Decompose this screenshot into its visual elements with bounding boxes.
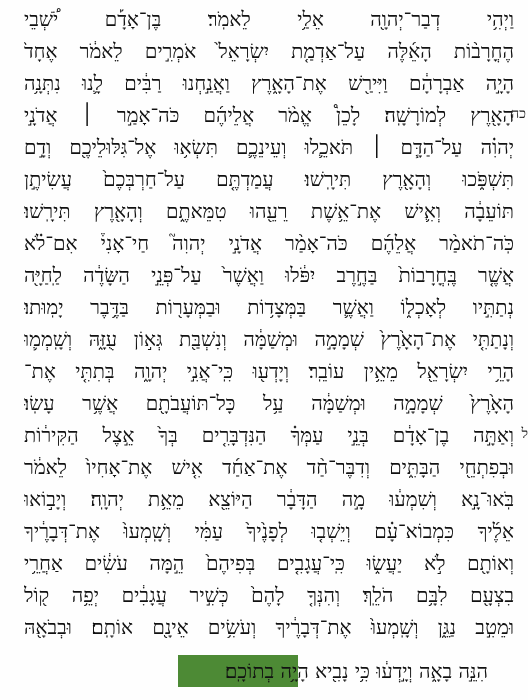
text-line: וְנָתַתִּ֤י אֶת־הָאָ֙רֶץ֙ שְׁמָמָ֣ה וּמְשַׁמָּ֔ה וְנִשְׁבַּ֖ת גְּא֣וֹן עֻזָּ֑הּ וְשָֽׁמְמ֛וּ — [24, 327, 514, 351]
text-line: אֲשֶׁ֤ר בֶּֽחֳרָבוֹת֙ בַּחֶ֣רֶב יִפֹּ֔לוּ וַאֲשֶׁר֙ עַל־פְּנֵ֣י הַשָּׂדֶ֔ה לַֽחַיָּ֖ה — [24, 263, 514, 287]
text-line: בִצְעָ֖ם לִבָּ֥ם הֹלֵֽךְ׃ וְהִנְּךָ֤ לָהֶם֙ כְּשִׁ֣יר עֲגָבִ֔ים יְפֵ֥ה ק֖וֹל — [24, 583, 514, 607]
text-line: הֶחֳרָב֨וֹת הָאֵ֜לֶּה עַל־אַדְמַ֤ת יִשְׂרָאֵל֙ אֹמְרִ֣ים לֵאמֹ֔ר אֶחָד֙ — [24, 39, 514, 63]
text-line: הָיָ֣ה אַבְרָהָ֔ם וַיִּירַ֖שׁ אֶת־הָאָ֑רֶץ וַאֲנַ֣חְנוּ רַבִּ֔ים לָ֛נוּ נִתְּנָ֥ה — [24, 71, 514, 95]
text-line: בֹּֽאוּ־נָ֣א וְשִׁמְע֔וּ מָ֣ה הַדָּבָ֔ר הַיּוֹצֵ֖א מֵאֵ֥ת יְהוָֽה׃ וְיָב֣וֹאוּ — [24, 487, 514, 511]
text-line: וַיְהִ֥י דְבַר־יְהוָ֖ה אֵלַ֥י לֵאמֹֽר׃ בֶּן־אָדָ֡ם יֹ֠שְׁבֵי — [24, 7, 514, 31]
text-line: וּמֵטִ֣ב נַגֵּ֑ן וְשָֽׁמְעוּ֙ אֶת־דְּבָרֶ֔יךָ וְעֹשִׂ֥ים אֵינָ֖ם אוֹתָֽם׃ וּבְבֹאָ֖הּ — [24, 615, 514, 639]
text-line: כֹּֽה־תֹאמַ֨ר אֲלֵהֶ֜ם כֹּה־אָמַ֨ר אֲדֹנָ֣י יְהוִה֮ חַי־אָנִי֒ אִם־לֹ֗א — [24, 231, 514, 255]
text-line: הָאָ֙רֶץ֙ שְׁמָמָ֣ה וּמְשַׁמָּ֔ה עַ֥ל כָּל־תּוֹעֲבֹתָ֖ם אֲשֶׁ֥ר עָשֽׂוּ׃ — [24, 391, 514, 415]
text-line: יְהוִ֗ה עַל־הַדָּ֧ם ׀ תֹּאכֵ֛לוּ וְעֵינֵכֶ֛ם תִּשְׂא֥וּ אֶל־גִּלּוּלֵיכֶ֖ם וְדָ֣ם — [24, 135, 514, 159]
margin-verse-number: כה — [511, 106, 526, 122]
text-line: וְאַתָּ֣ה בֶן־אָדָ֔ם בְּנֵ֣י עַמְּךָ֗ הַנִּדְבָּרִ֤ים בְּךָ֙ אֵ֣צֶל הַקִּיר֔וֹת — [24, 423, 514, 447]
text-line: אֵלֶ֜יךָ כִּמְבוֹא־עָ֗ם וְיֵשְׁב֤וּ לְפָנֶ֙יךָ֙ עַמִּ֔י וְשָֽׁמְעוּ֙ אֶת־דְּבָרֶ֔יךָ — [24, 519, 514, 543]
margin-verse-number: ל — [521, 426, 528, 442]
text-line: הָרֵ֥י יִשְׂרָאֵ֖ל מֵאֵ֥ין עוֹבֵֽר׃ וְיָדְע֖וּ כִּֽי־אֲנִ֣י יְהוָ֑ה בְּתִתִּ֤י אֶת־ — [24, 359, 514, 383]
text-line: תִּשְׁפֹּ֑כוּ וְהָאָ֖רֶץ תִּירָֽשׁוּ׃ עֲמַדְתֶּ֤ם עַל־חַרְבְּכֶם֙ עֲשִׂיתֶ֣ן — [24, 167, 514, 191]
text-line: וְאוֹתָ֖ם לֹ֣א יַעֲשׂ֑וּ כִּֽי־עֲגָבִ֤ים בְּפִיהֶם֙ הֵ֣מָּה עֹשִׂ֔ים אַחֲרֵ֥י — [24, 551, 514, 575]
highlighted-text-line: הִנֵּ֣ה בָאָ֑ה וְיָ֣דְע֔וּ כִּ֥י נָבִ֖יא הָיָ֥ה בְתוֹכָֽם׃ — [224, 659, 488, 683]
text-line: וּבְפִתְחֵ֖י הַבָּתִּ֑ים וְדִבֶּר־חַ֨ד אֶת־אַחַ֜ד אִ֤ישׁ אֶת־אָחִיו֙ לֵאמֹ֔ר — [24, 455, 514, 479]
text-line: הָאָ֖רֶץ לְמוֹרָשָֽׁה׃ לָכֵן֩ אֱמֹ֨ר אֲלֵיהֶ֜ם כֹּה־אָמַ֣ר ׀ אֲדֹנָ֣י — [24, 103, 514, 127]
text-line: נְתַתִּ֣יו לְאָכְל֑וֹ וַאֲשֶׁ֛ר בַּמְּצָד֥וֹת וּבַמְּעָר֖וֹת בַּדֶּ֥בֶר יָמֽוּתוּ׃ — [24, 295, 514, 319]
text-line: תּוֹעֵבָ֔ה וְאִ֛ישׁ אֶת־אֵ֥שֶׁת רֵעֵ֖הוּ טִמֵּאתֶ֑ם וְהָאָ֖רֶץ תִּירָֽשׁוּ׃ — [24, 199, 514, 223]
